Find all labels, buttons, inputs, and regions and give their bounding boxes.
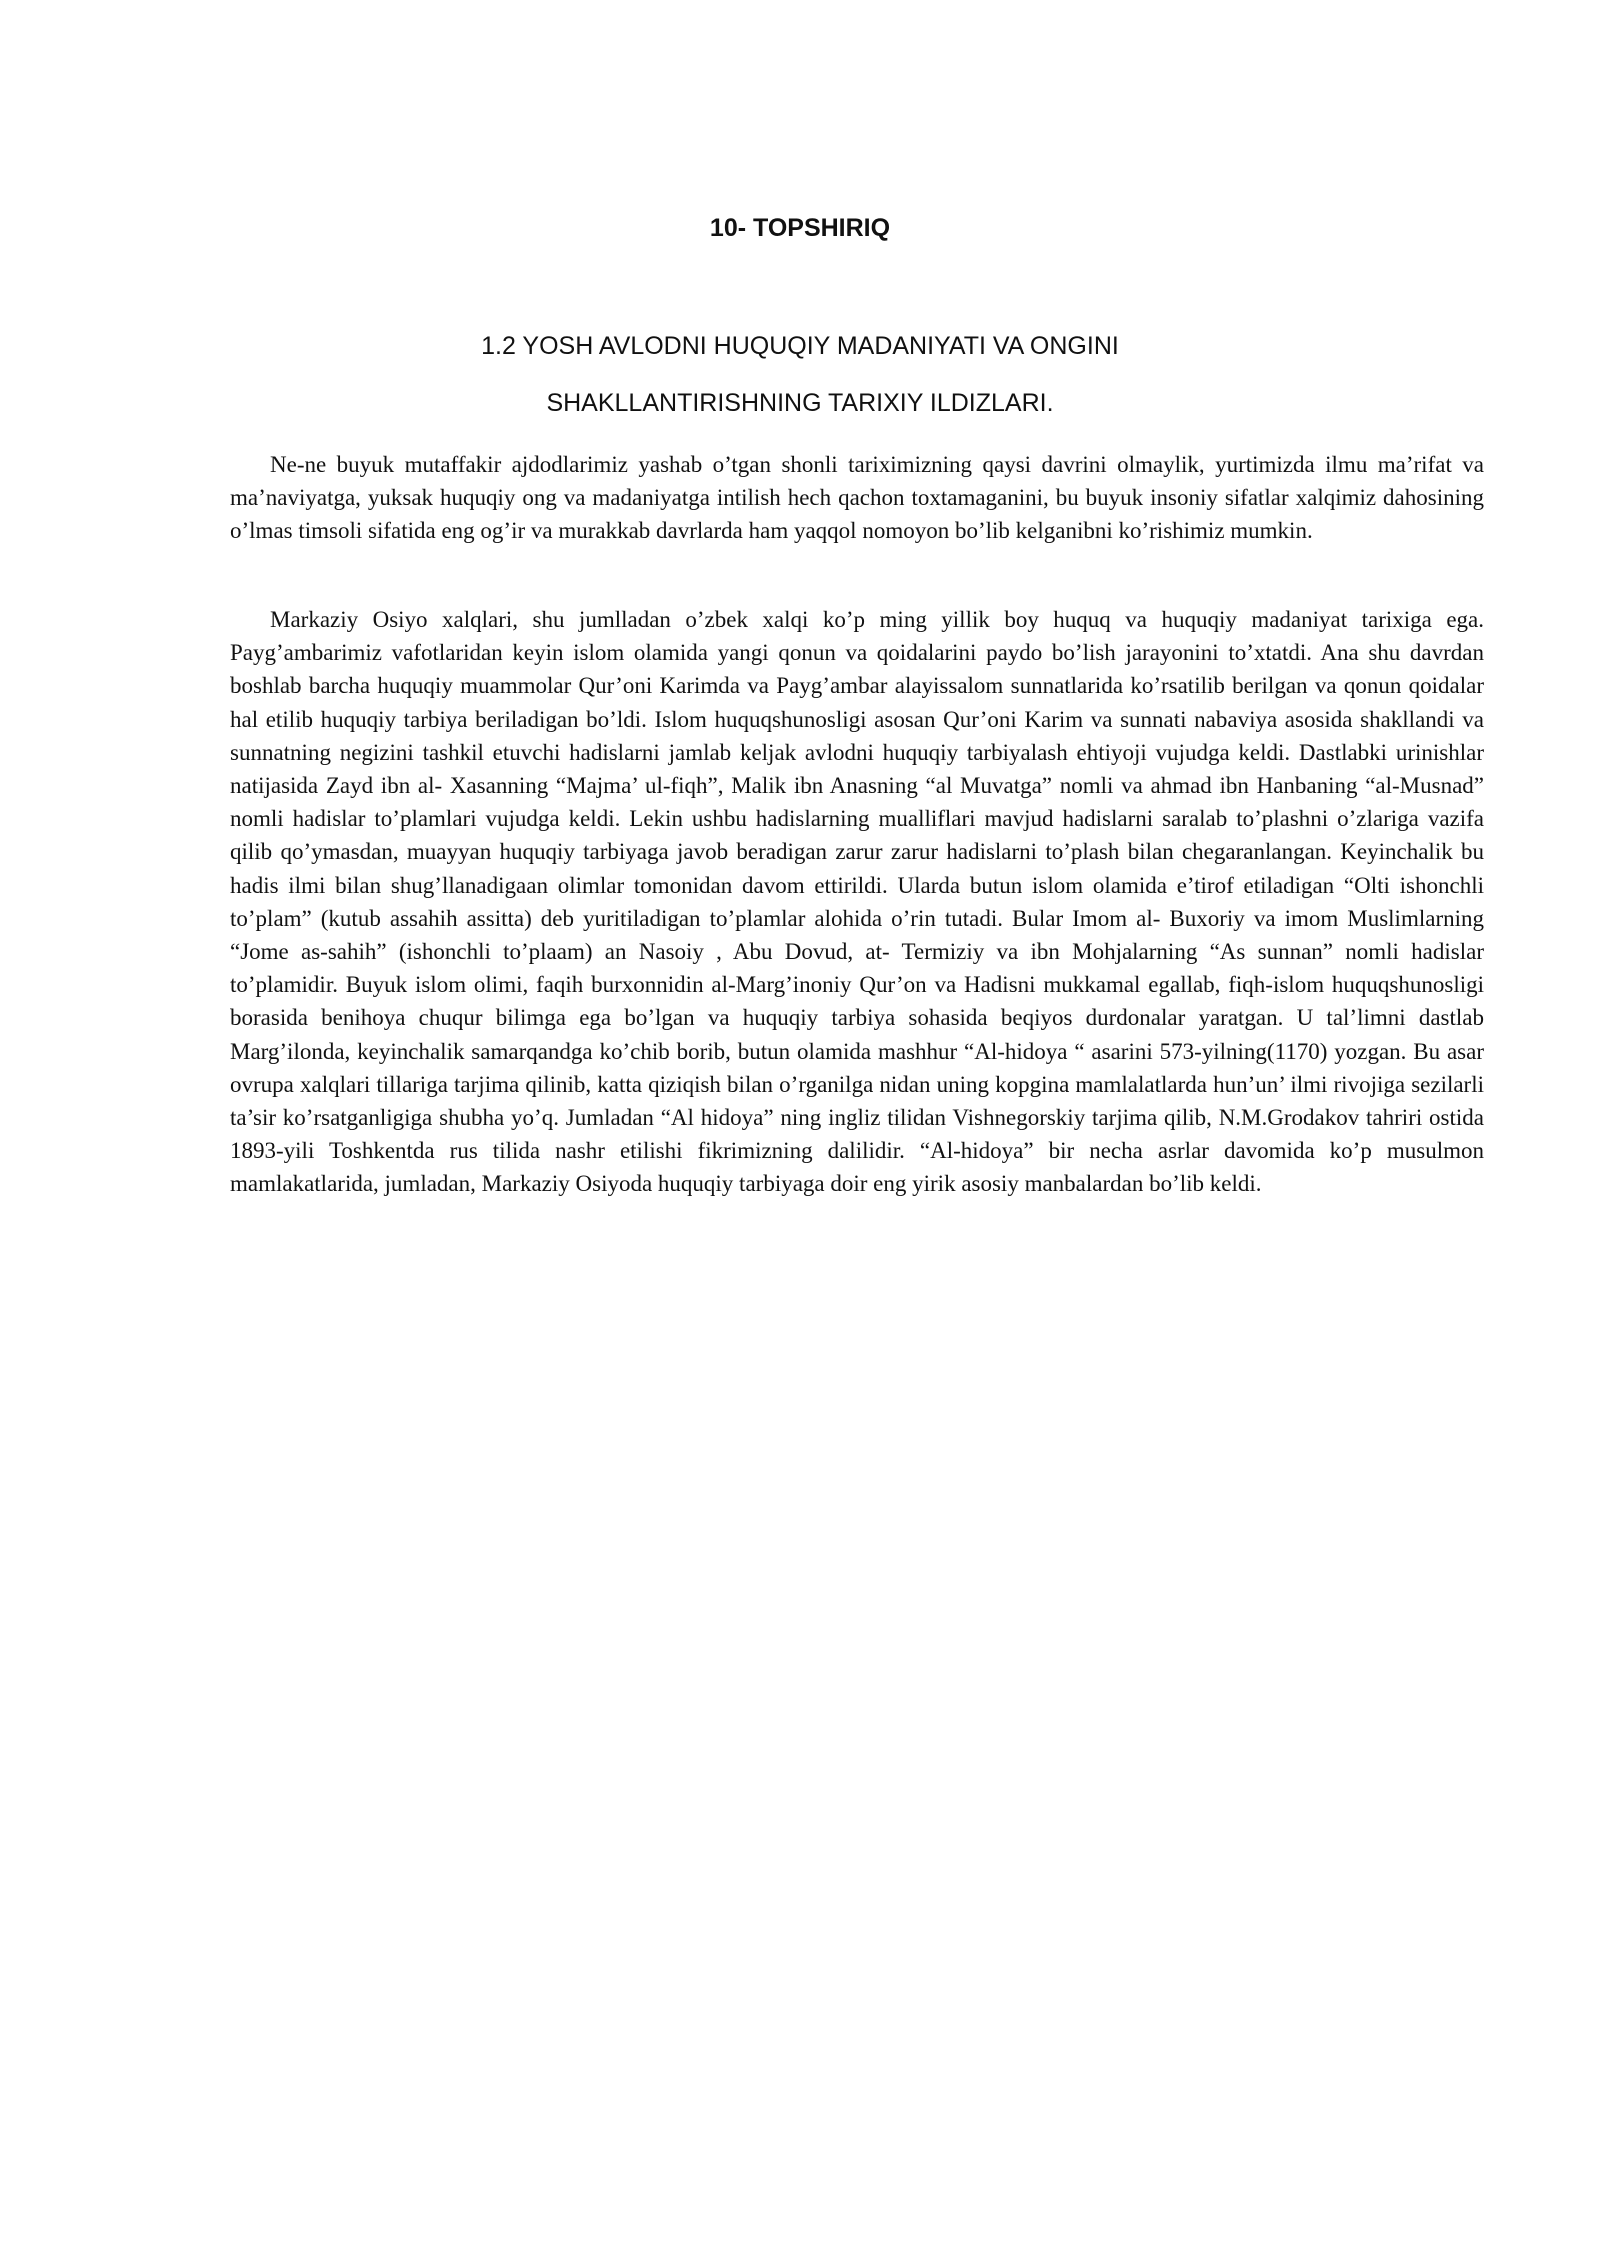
section-title-line-1: 1.2 YOSH AVLODNI HUQUQIY MADANIYATI VA ONGINI (481, 332, 1119, 360)
body-paragraph-2: Markaziy Osiyo xalqlari, shu jumlladan o’zbek xalqi ko’p ming yillik boy huquq va huquqiy madaniyat tarixiga ega. Payg’ambarimiz vafotlaridan keyin islom olamida yangi qonun va qoidalarini paydo bo’lish jarayonini to’xtatdi. Ana shu davrdan boshlab barcha huquqiy muammolar Qur’oni Karimda va Payg’ambar alayissalom sunnatlarida ko’rsatilib berilgan va qonun qoidalar hal etilib huquqiy tarbiya beriladigan bo’ldi. Islom huquqshunosligi asosan Qur’oni Karim va sunnati nabaviya asosida shakllandi va sunnatning negizini tashkil etuvchi hadislarni jamlab keljak avlodni huquqiy tarbiyalash ehtiyoji vujudga keldi. Dastlabki urinishlar natijasida Zayd ibn al- Xasanning “Majma’ ul-fiqh”, Malik ibn Anasning “al Muvatga” nomli va ahmad ibn Hanbaning “al-Musnad” nomli hadislar to’plamlari vujudga keldi. Lekin ushbu hadislarning mualliflari mavjud hadislarni saralab to’plashni o’zlariga vazifa qilib qo’ymasdan, muayyan huquqiy tarbiyaga javob beradigan zarur zarur hadislarni to’plash bilan chegaranlangan. Keyinchalik bu hadis ilmi bilan shug’llanadigaan olimlar tomonidan davom ettirildi. Ularda butun islom olamida e’tirof etiladigan “Olti ishonchli to’plam” (kutub assahih assitta) deb yuritiladigan to’plamlar alohida o’rin tutadi. Bular Imom al- Buxoriy va imom Muslimlarning “Jome as-sahih” (ishonchli to’plaam) an Nasoiy , Abu Dovud, at- Termiziy va ibn Mohjalarning “As sunnan” nomli hadislar to’plamidir. Buyuk islom olimi, faqih burxonnidin al-Marg’inoniy Qur’on va Hadisni mukkamal egallab, fiqh-islom huquqshunosligi borasida benihoya chuqur bilimga ega bo’lgan va huquqiy tarbiya sohasida beqiyos durdonalar yaratgan. U tal’limni dastlab Marg’ilonda, keyinchalik samarqandga ko’chib borib, butun olamida mashhur “Al-hidoya “ asarini 573-yilning(1170) yozgan. Bu asar ovrupa xalqlari tillariga tarjima qilinib, katta qiziqish bilan o’rganilga nidan uning kopgina mamlalatlarda hun’un’ ilmi rivojiga sezilarli ta’sir ko’rsatganligiga shubha yo’q. Jumladan “Al hidoya” ning ingliz tilidan Vishnegorskiy tarjima qilib, N.M.Grodakov tahriri ostida 1893-yili Toshkentda rus tilida nashr etilishi fikrimizning dalilidir. “Al-hidoya” bir necha asrlar davomida ko’p musulmon mamlakatlarida, jumladan, Markaziy Osiyoda huquqiy tarbiyaga doir eng yirik asosiy manbalardan bo’lib keldi. (230, 607, 1484, 1197)
task-heading: 10- TOPSHIRIQ (709, 214, 891, 242)
section-title-line-2: SHAKLLANTIRISHNING TARIXIY ILDIZLARI. (546, 389, 1054, 417)
body-paragraph-1: Ne-ne buyuk mutaffakir ajdodlarimiz yashab o’tgan shonli tariximizning qaysi davrini olmaylik, yurtimizda ilmu ma’rifat va ma’naviyatga, yuksak huquqiy ong va madaniyatga intilish hech qachon toxtamaganini, bu buyuk insoniy sifatlar xalqimiz dahosining o’lmas timsoli sifatida eng og’ir va murakkab davrlarda ham yaqqol nomoyon bo’lib kelganibni ko’rishimiz mumkin. (230, 452, 1484, 544)
